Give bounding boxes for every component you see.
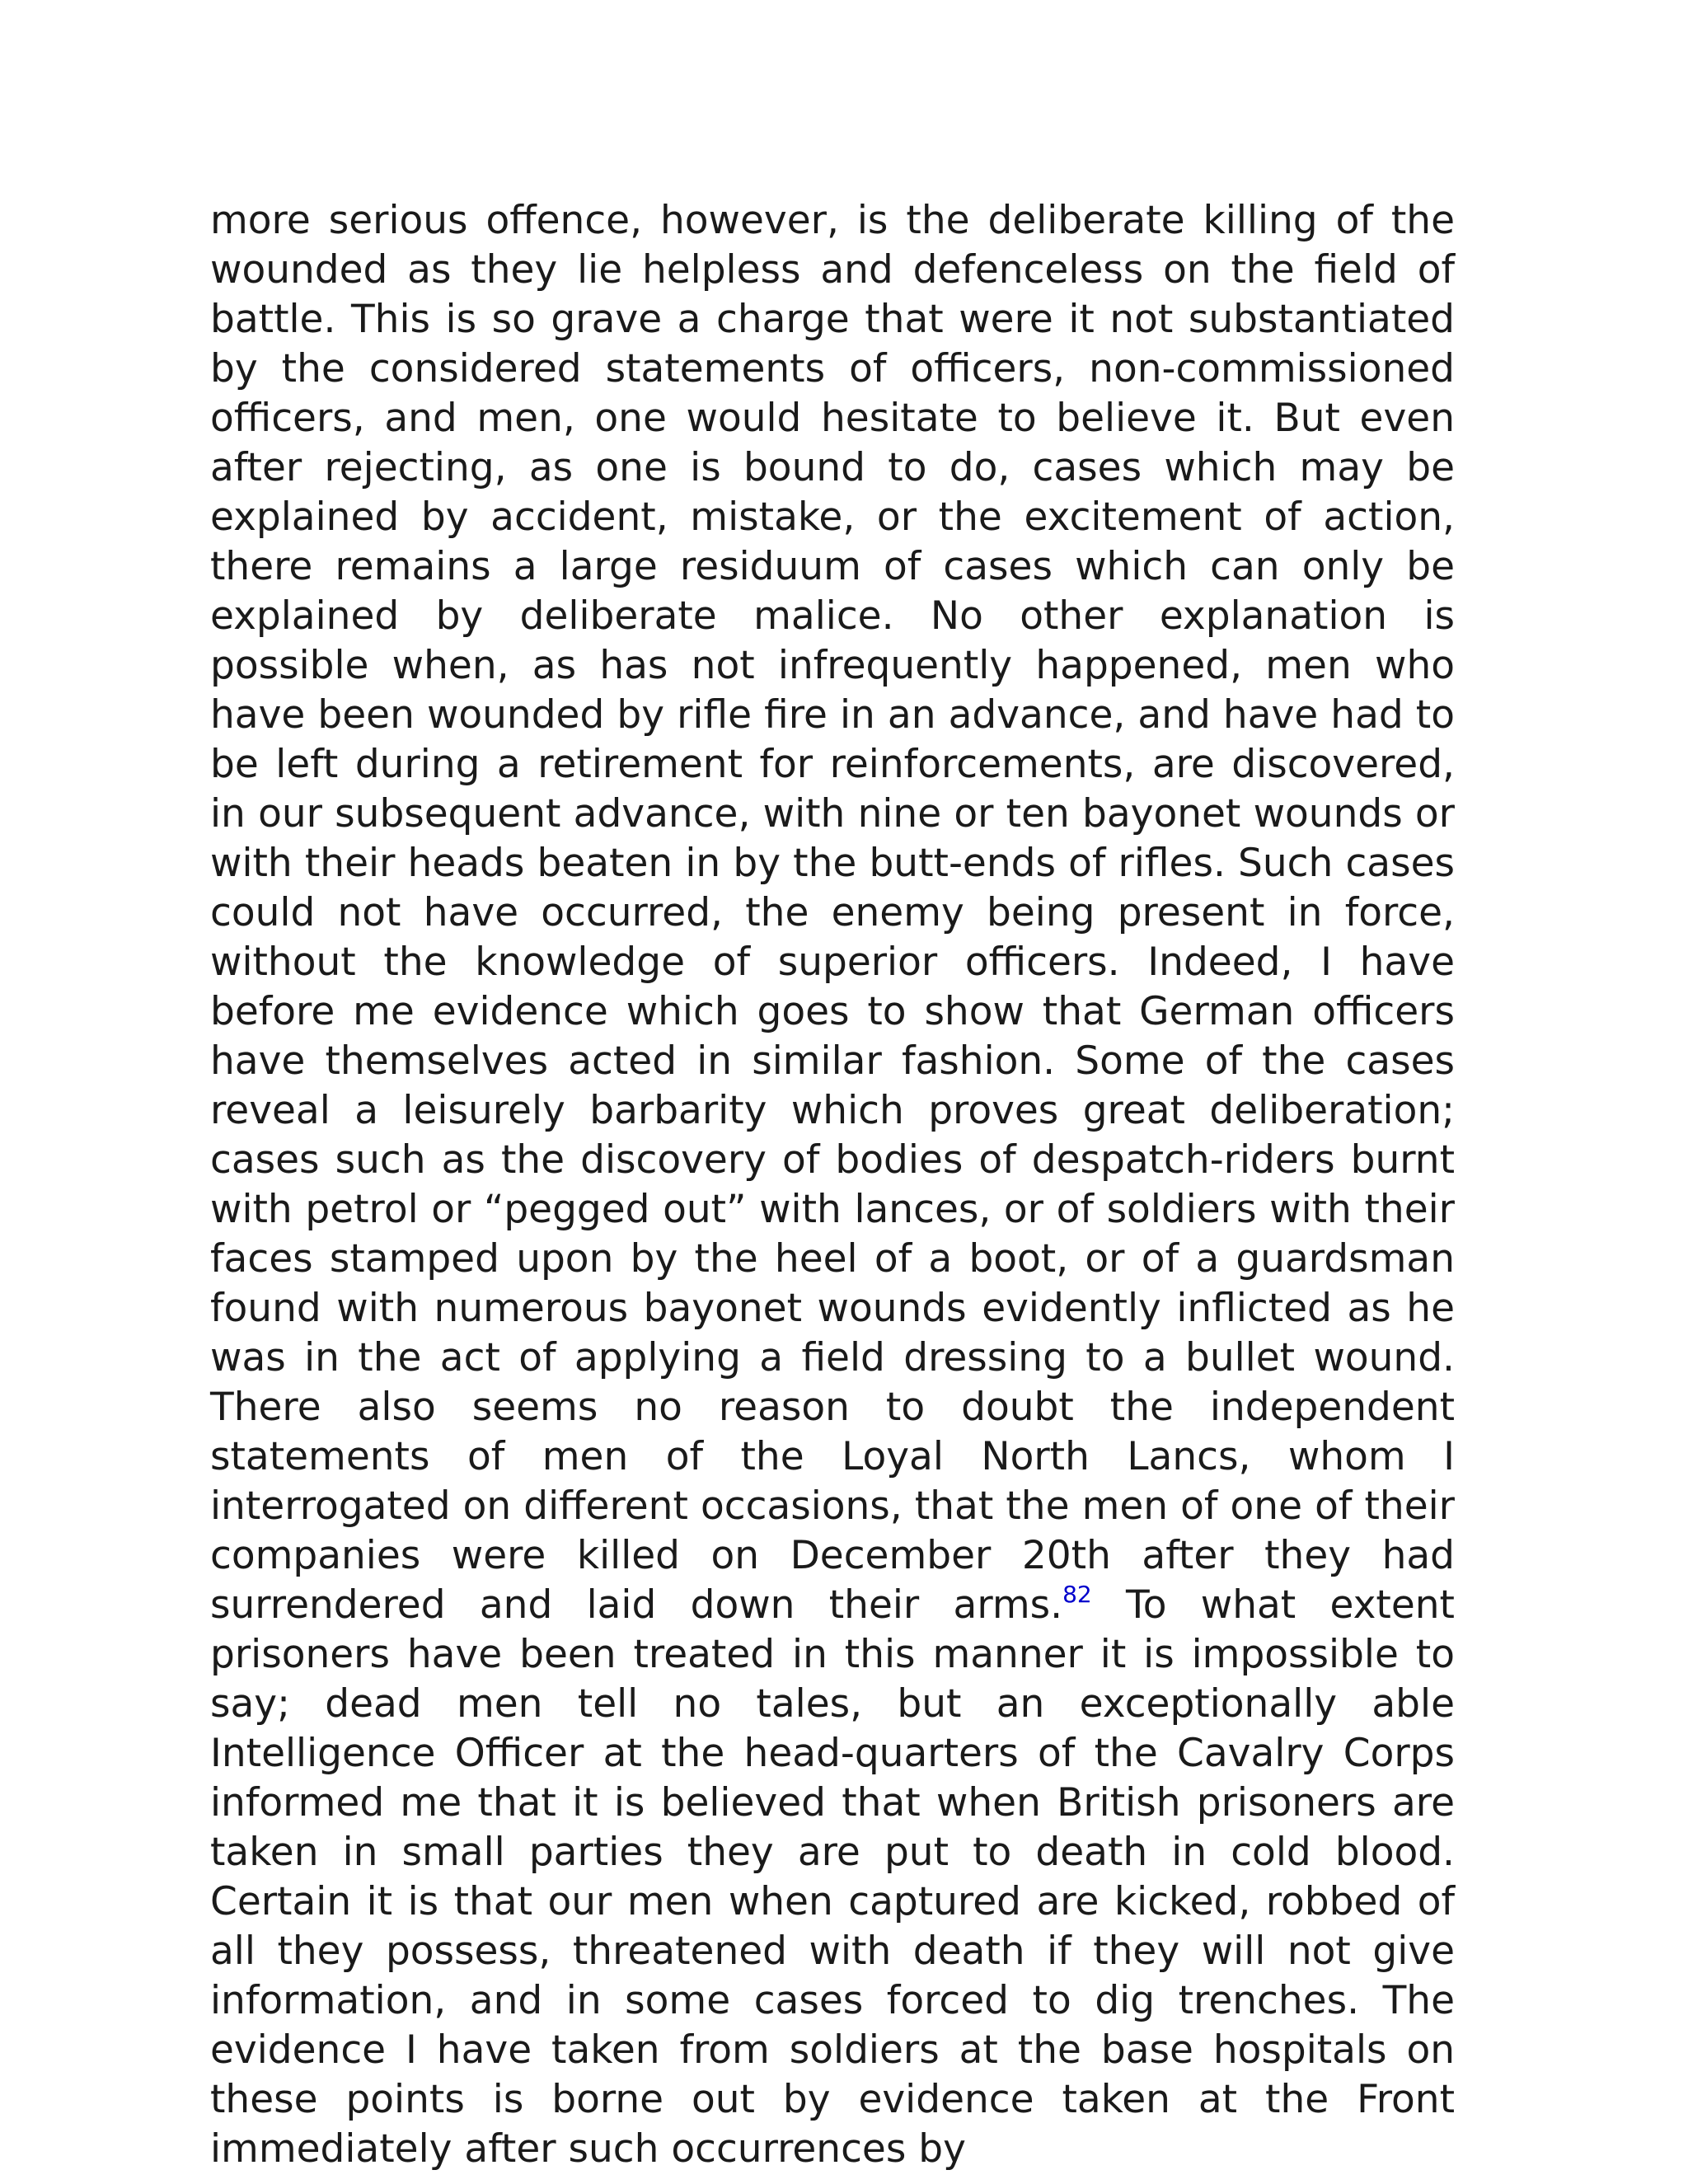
page-body — [210, 196, 1455, 2174]
body-paragraph — [210, 196, 1455, 2174]
footnote-link-82[interactable]: 82 — [1062, 1581, 1092, 1609]
paragraph-text-after-note: To what extent prisoners have been treated in this manner it is impossible to say; dead men tell no tales, but an exceptionally able Intelligence Officer at the head-quarters of the Cavalry Corps informed me that it is believed that when British prisoners are taken in small parties they are put to death in cold blood. Certain it is that our men when captured are kicked, robbed of all they possess, threatened with death if they will not give information, and in some cases forced to dig trenches. The evidence I have taken from soldiers at the base hospitals on these points is borne out by evidence taken at the Front immediately after such occurrences by — [210, 1582, 1455, 2172]
paragraph-text-before-note: more serious offence, however, is the deliberate killing of the wounded as they lie helpless and defenceless on the field of battle. This is so grave a charge that were it not substantiated by the considered statements of officers, non-commissioned officers, and men, one would hesitate to believe it. But even after rejecting, as one is bound to do, cases which may be explained by accident, mistake, or the excitement of action, there remains a large residuum of cases which can only be explained by deliberate malice. No other explanation is possible when, as has not infrequently happened, men who have been wounded by rifle fire in an advance, and have had to be left during a retirement for reinforcements, are discovered, in our subsequent advance, with nine or ten bayonet wounds or with their heads beaten in by the butt-ends of rifles. Such cases could not have occurred, the enemy being present in force, without the knowledge of superior officers. Indeed, I have before me evidence which goes to show that German officers have themselves acted in similar fashion. Some of the cases reveal a leisurely barbarity which proves great deliberation; cases such as the discovery of bodies of despatch-riders burnt with petrol or “pegged out” with lances, or of soldiers with their faces stamped upon by the heel of a boot, or of a guardsman found with numerous bayonet wounds evidently inflicted as he was in the act of applying a field dressing to a bullet wound. There also seems no reason to doubt the independent statements of men of the Loyal North Lancs, whom I interrogated on different occasions, that the men of one of their companies were killed on December 20th after they had surrendered and laid down their arms. — [210, 198, 1455, 1628]
